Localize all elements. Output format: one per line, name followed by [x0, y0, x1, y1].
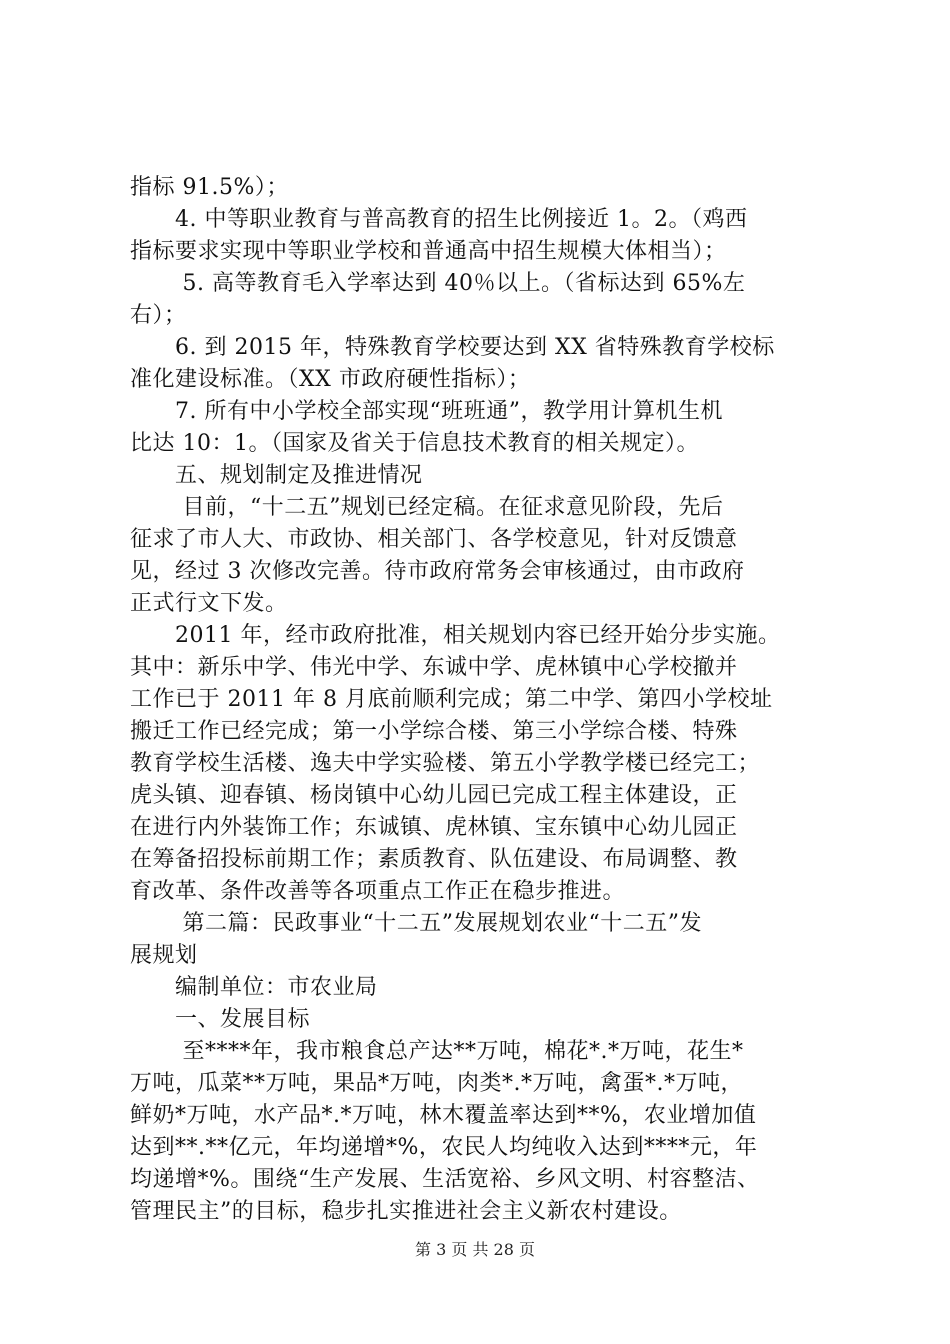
text-line: 搬迁工作已经完成；第一小学综合楼、第三小学综合楼、特殊 [130, 719, 738, 744]
text-line: 其中：新乐中学、伟光中学、东诚中学、虎林镇中心学校撤并 [130, 655, 738, 680]
text-line: 见，经过 3 次修改完善。待市政府常务会审核通过，由市政府 [130, 559, 745, 584]
text-line: 虎头镇、迎春镇、杨岗镇中心幼儿园已完成工程主体建设，正 [130, 783, 738, 808]
text-line: 万吨，瓜菜**万吨，果品*万吨，肉类*.*万吨，禽蛋*.*万吨， [130, 1071, 743, 1096]
text-line: 正式行文下发。 [130, 591, 288, 616]
page-footer: 第 3 页 共 28 页 [415, 1240, 535, 1259]
text-line: 工作已于 2011 年 8 月底前顺利完成；第二中学、第四小学校址 [130, 687, 773, 712]
text-line: 右）； [130, 303, 187, 328]
text-line: 指标 91.5%）； [130, 175, 289, 200]
text-line: 比达 10：1。（国家及省关于信息技术教育的相关规定）。 [130, 431, 699, 456]
text-line: 目前，“十二五”规划已经定稿。在征求意见阶段，先后 [130, 495, 724, 520]
text-line: 至****年，我市粮食总产达**万吨，棉花*.*万吨，花生* [130, 1039, 744, 1064]
text-line: 达到**.**亿元，年均递增*%，农民人均纯收入达到****元，年 [130, 1135, 758, 1160]
document-body [130, 172, 840, 1228]
text-line: 2011 年，经市政府批准，相关规划内容已经开始分步实施。 [130, 623, 781, 648]
text-line: 编制单位：市农业局 [130, 975, 378, 1000]
text-line: 5. 高等教育毛入学率达到 40％以上。（省标达到 65%左 [130, 271, 746, 296]
text-line: 育改革、条件改善等各项重点工作正在稳步推进。 [130, 879, 626, 904]
text-line: 准化建设标准。（XX 市政府硬性指标）； [130, 367, 531, 392]
text-line: 均递增*%。围绕“生产发展、生活宽裕、乡风文明、村容整洁、 [130, 1167, 760, 1192]
text-line: 五、规划制定及推进情况 [130, 463, 423, 488]
text-line: 4. 中等职业教育与普高教育的招生比例接近 1。2。（鸡西 [130, 207, 748, 232]
text-line: 鲜奶*万吨，水产品*.*万吨，林木覆盖率达到**%，农业增加值 [130, 1103, 757, 1128]
text-line: 在进行内外装饰工作；东诚镇、虎林镇、宝东镇中心幼儿园正 [130, 815, 738, 840]
text-line: 6. 到 2015 年，特殊教育学校要达到 XX 省特殊教育学校标 [130, 335, 775, 360]
text-line: 教育学校生活楼、逸夫中学实验楼、第五小学教学楼已经完工； [130, 751, 761, 776]
text-line: 管理民主”的目标，稳步扎实推进社会主义新农村建设。 [130, 1199, 682, 1224]
text-line: 一、发展目标 [130, 1007, 311, 1032]
text-line: 指标要求实现中等职业学校和普通高中招生规模大体相当）； [130, 239, 727, 264]
text-line: 征求了市人大、市政协、相关部门、各学校意见，针对反馈意 [130, 527, 738, 552]
text-line: 第二篇：民政事业“十二五”发展规划农业“十二五”发 [130, 911, 702, 936]
text-line: 7. 所有中小学校全部实现“班班通”，教学用计算机生机 [130, 399, 723, 424]
text-line: 在筹备招投标前期工作；素质教育、队伍建设、布局调整、教 [130, 847, 738, 872]
text-line: 展规划 [130, 943, 198, 968]
